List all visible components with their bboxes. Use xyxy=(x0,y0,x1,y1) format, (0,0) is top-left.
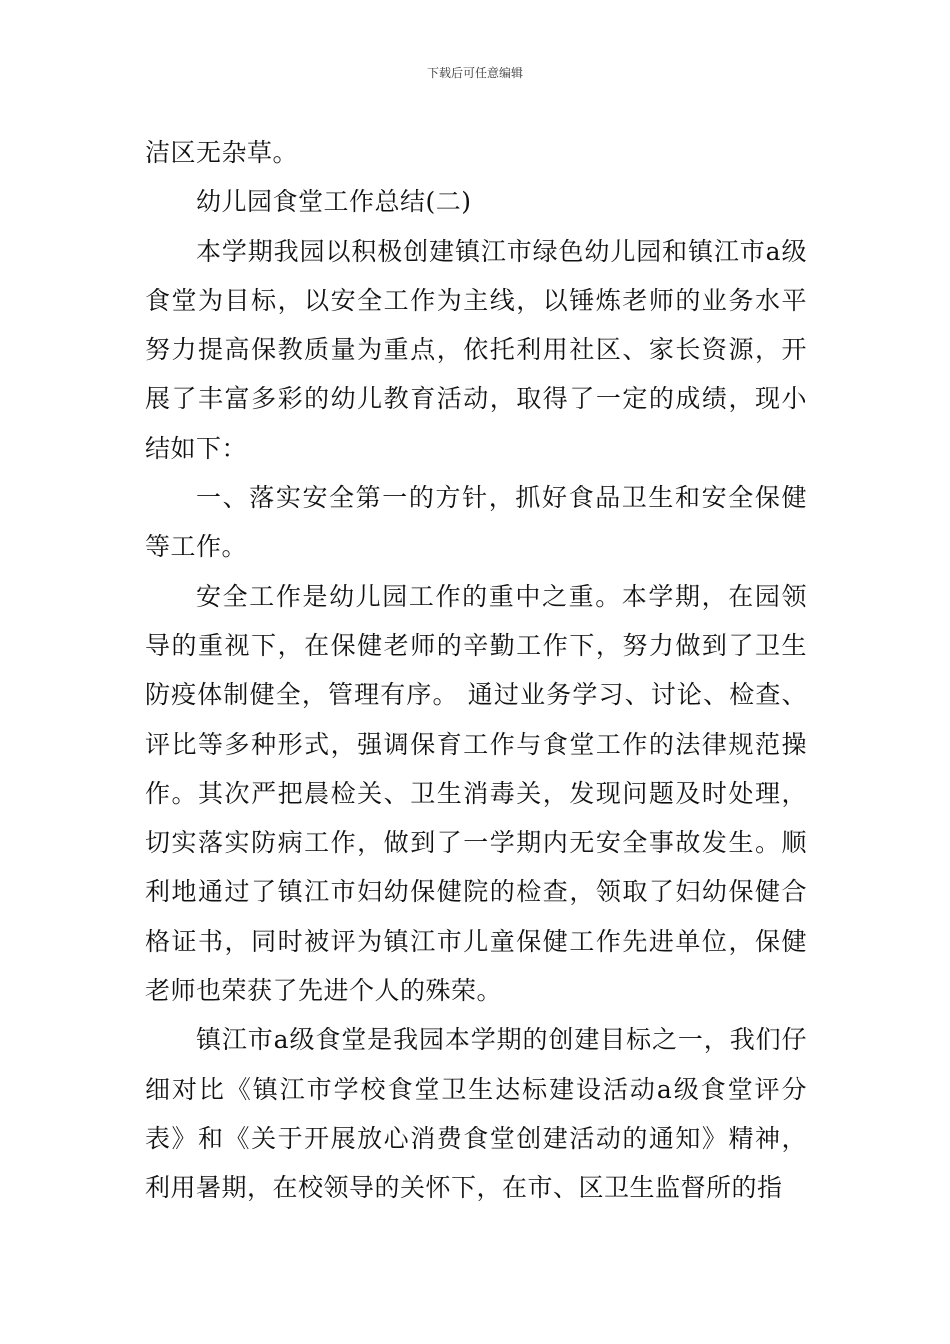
section-title: 幼儿园食堂工作总结(二) xyxy=(196,187,472,217)
document-body xyxy=(145,128,807,1213)
paragraph-heading-one: 一、落实安全第一的方针，抓好食品卫生和安全保健等工作。 xyxy=(145,483,807,562)
paragraph-safety: 安全工作是幼儿园工作的重中之重。本学期，在园领导的重视下，在保健老师的辛勤工作下，努力做到了卫生防疫体制健全，管理有序。 通过业务学习、讨论、检查、评比等多种形式，强调保育工作与食堂工作的法律规范操作。其次严把晨检关、卫生消毒关，发现问题及时处理，切实落实防病工作，做到了一学期内无安全事故发生。顺利地通过了镇江市妇幼保健院的检查，领取了妇幼保健合格证书，同时被评为镇江市儿童保健工作先进单位，保健老师也荣获了先进个人的殊荣。 xyxy=(145,581,807,1006)
paragraph-continuation: 洁区无杂草。 xyxy=(145,138,299,167)
paragraph-canteen: 镇江市a级食堂是我园本学期的创建目标之一，我们仔细对比《镇江市学校食堂卫生达标建设活动a级食堂评分表》和《关于开展放心消费食堂创建活动的通知》精神，利用暑期，在校领导的关怀下，在市、区卫生监督所的指 xyxy=(145,1025,807,1203)
paragraph-intro: 本学期我园以积极创建镇江市绿色幼儿园和镇江市a级食堂为目标，以安全工作为主线，以锤炼老师的业务水平努力提高保教质量为重点，依托利用社区、家长资源，开展了丰富多彩的幼儿教育活动，取得了一定的成绩，现小结如下： xyxy=(145,236,807,463)
page-header-note: 下载后可任意编辑 xyxy=(426,66,523,80)
